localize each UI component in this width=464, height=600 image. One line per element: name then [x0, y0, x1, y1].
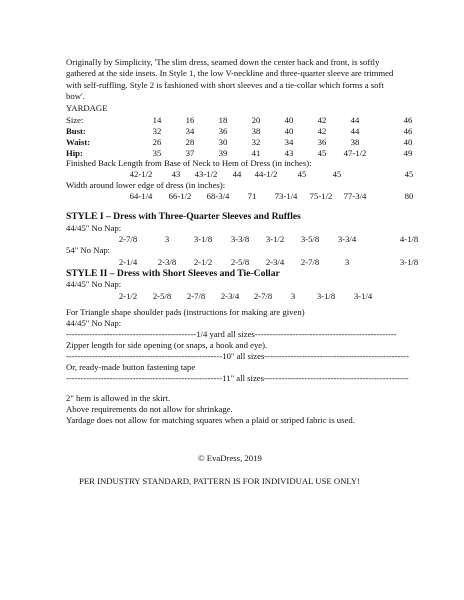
bust-cell: 38 [251, 126, 261, 136]
back-length-label: Finished Back Length from Base of Neck to Hem of Dress (in inches): [66, 158, 312, 168]
note-line: 2" hem is allowed in the skirt. [66, 393, 171, 403]
bust-cell: 44 [350, 126, 360, 136]
width-cell: 80 [404, 191, 414, 201]
waist-label: Waist: [66, 137, 91, 147]
hip-label: Hip: [66, 148, 83, 158]
size-cell: 42 [317, 115, 327, 125]
size-cell: 16 [185, 115, 195, 125]
bust-cell: 36 [218, 126, 228, 136]
style1-nap44-cell: 3-1/2 [265, 234, 285, 244]
width-cell: 68-3/4 [206, 191, 230, 201]
size-cell: 20 [251, 115, 261, 125]
usage-footer: PER INDUSTRY STANDARD, PATTERN IS FOR INDIVIDUAL USE ONLY! [79, 476, 361, 486]
style1-nap54-cell: 3-1/8 [399, 257, 419, 267]
bust-cell: 34 [185, 126, 195, 136]
hip-cell: 35 [152, 148, 162, 158]
bust-cell: 32 [152, 126, 162, 136]
style1-nap44-cell: 3-5/8 [300, 234, 320, 244]
style1-nap54-cell: 2-3/8 [157, 257, 177, 267]
bust-cell: 46 [403, 126, 413, 136]
waist-cell: 38 [350, 137, 360, 147]
width-cell: 66-1/2 [168, 191, 192, 201]
back-length-cell: 44-1/2 [254, 169, 278, 179]
style2-nap44-cell: 2-7/8 [186, 291, 206, 301]
zipper-note: Zipper length for side opening (or snaps, a hook and eye). [66, 340, 268, 350]
style2-heading: STYLE II – Dress with Short Sleeves and Tie-Collar [66, 268, 280, 279]
style1-nap44-cell: 2-7/8 [118, 234, 138, 244]
waist-cell: 36 [317, 137, 327, 147]
button-tape-dashed-line: ------------------------------------------------------11" all sizes-------------------------------------------------- [66, 373, 409, 383]
hip-cell: 47-1/2 [343, 148, 367, 158]
back-length-cell: 45 [404, 169, 414, 179]
width-cell: 64-1/4 [129, 191, 153, 201]
style1-nap44-cell: 3-3/4 [337, 234, 357, 244]
style1-nap44-cell: 4-1/8 [399, 234, 419, 244]
notions-nap44-label: 44/45" No Nap: [66, 318, 122, 328]
style1-nap54-cell: 2-3/4 [265, 257, 285, 267]
button-tape-note: Or, ready-made button fastening tape [66, 362, 196, 372]
style2-nap44-cell: 3 [290, 291, 296, 301]
style2-nap44-cell: 2-1/2 [118, 291, 138, 301]
style2-nap44-cell: 2-3/4 [220, 291, 240, 301]
style1-nap54-cell: 2-1/4 [118, 257, 138, 267]
back-length-cell: 43 [171, 169, 181, 179]
back-length-cell: 42-1/2 [129, 169, 153, 179]
hip-cell: 49 [403, 148, 413, 158]
waist-cell: 26 [152, 137, 162, 147]
hip-cell: 43 [284, 148, 294, 158]
waist-cell: 32 [251, 137, 261, 147]
style2-nap44-cell: 2-7/8 [253, 291, 273, 301]
back-length-cell: 45 [297, 169, 307, 179]
style1-nap44-cell: 3-1/8 [193, 234, 213, 244]
shoulder-pads-note: For Triangle shape shoulder pads (instructions for making are given) [66, 307, 305, 317]
style2-nap44-label: 44/45" No Nap: [66, 279, 122, 289]
hip-cell: 41 [251, 148, 261, 158]
waist-cell: 28 [185, 137, 195, 147]
intro-paragraph: Originally by Simplicity, 'The slim dress, seamed down the center back and front, is softly gathered at the side insets. In Style 1, the low V-neckline and three-quarter sleeve are trimmed with self-ruffling. Style 2 is fashioned with short sleeves and a tie-collar which forms a soft bow'. [66, 57, 394, 101]
style1-nap54-cell: 2-5/8 [230, 257, 250, 267]
copyright: © EvaDress, 2019 [198, 453, 262, 463]
size-label: Size: [66, 115, 84, 125]
width-cell: 75-1/2 [309, 191, 333, 201]
style1-nap44-cell: 3 [164, 234, 170, 244]
style1-heading: STYLE I – Dress with Three-Quarter Sleeves and Ruffles [66, 211, 301, 222]
waist-cell: 30 [218, 137, 228, 147]
style1-nap44-cell: 3-3/8 [230, 234, 250, 244]
back-length-cell: 45 [332, 169, 342, 179]
hip-cell: 37 [185, 148, 195, 158]
bust-cell: 40 [284, 126, 294, 136]
size-cell: 14 [152, 115, 162, 125]
waist-cell: 40 [403, 137, 413, 147]
size-cell: 46 [403, 115, 413, 125]
size-cell: 18 [218, 115, 228, 125]
bust-cell: 42 [317, 126, 327, 136]
size-cell: 44 [350, 115, 360, 125]
note-line: Yardage does not allow for matching squares when a plaid or striped fabric is used. [66, 415, 355, 425]
hip-cell: 39 [218, 148, 228, 158]
width-cell: 71 [247, 191, 257, 201]
yardage-heading: YARDAGE [66, 103, 108, 113]
width-label: Width around lower edge of dress (in inches): [66, 180, 226, 190]
style1-nap54-cell: 2-7/8 [300, 257, 320, 267]
hip-cell: 45 [317, 148, 327, 158]
style1-nap54-label: 54" No Nap: [66, 245, 111, 255]
style1-nap54-cell: 3 [344, 257, 350, 267]
waist-cell: 34 [284, 137, 294, 147]
width-cell: 73-1/4 [274, 191, 298, 201]
back-length-cell: 44 [232, 169, 242, 179]
style2-nap44-cell: 3-1/4 [353, 291, 373, 301]
back-length-cell: 43-1/2 [194, 169, 218, 179]
style2-nap44-cell: 3-1/8 [316, 291, 336, 301]
shoulder-pads-dashed-line: ---------------------------------------------1/4 yard all sizes------------------------------------------------- [66, 329, 397, 339]
width-cell: 77-3/4 [343, 191, 367, 201]
size-cell: 40 [284, 115, 294, 125]
style2-nap44-cell: 2-5/8 [152, 291, 172, 301]
style1-nap54-cell: 2-1/2 [193, 257, 213, 267]
bust-label: Bust: [66, 126, 86, 136]
style1-nap44-label: 44/45" No Nap: [66, 223, 122, 233]
note-line: Above requirements do not allow for shrinkage. [66, 404, 233, 414]
zipper-dashed-line: ------------------------------------------------------10" all sizes-------------------------------------------------- [66, 351, 410, 361]
